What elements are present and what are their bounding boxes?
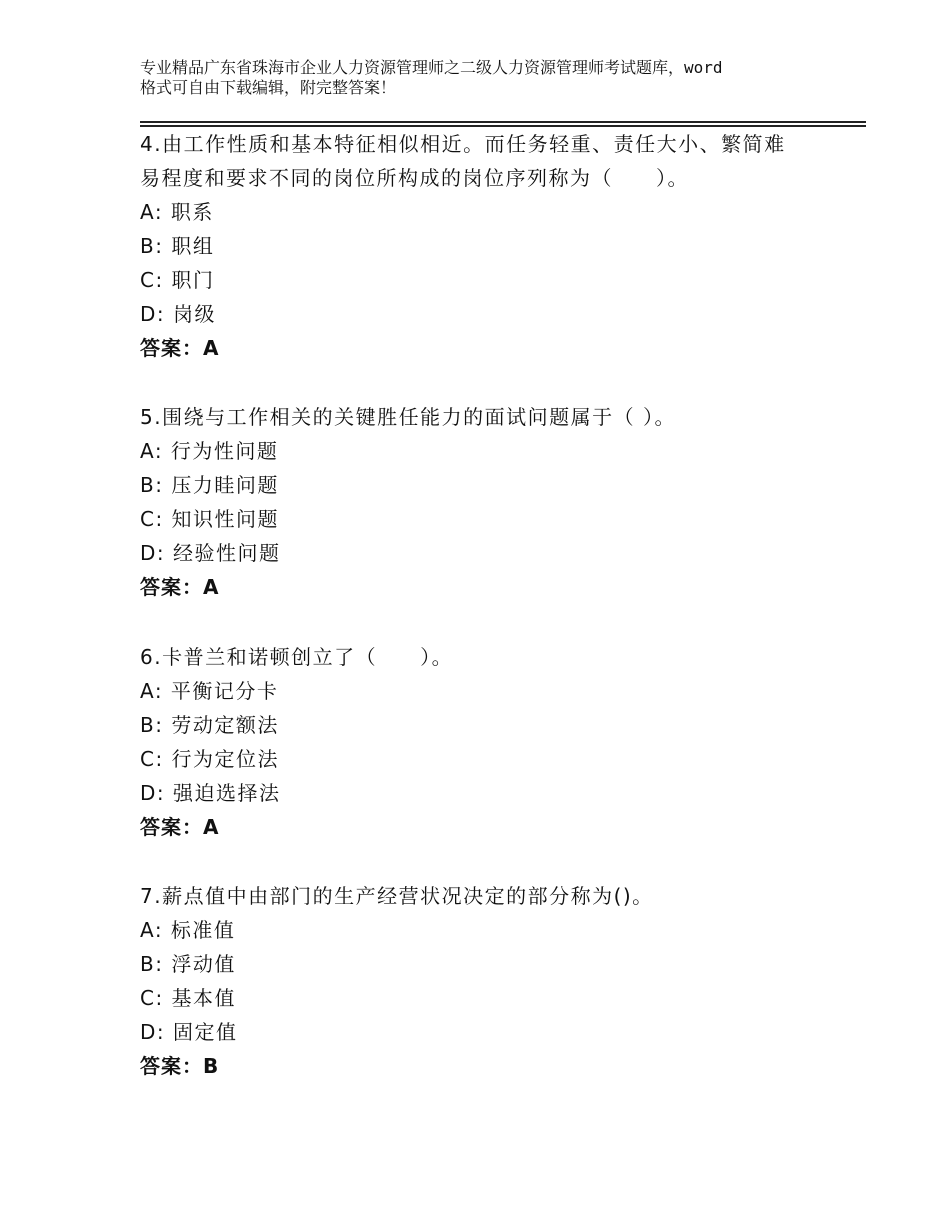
answer-line xyxy=(140,1049,840,1083)
option-d: D: 岗级 xyxy=(140,302,216,326)
option-c: C: 知识性问题 xyxy=(140,507,280,531)
question-4 xyxy=(140,127,840,365)
answer-line xyxy=(140,810,840,844)
question-text-line-1: 5.围绕与工作相关的关键胜任能力的面试问题属于（ ）。 xyxy=(140,405,676,429)
option-c: C: 行为定位法 xyxy=(140,747,280,771)
answer-value: A xyxy=(203,575,220,599)
option-a: A: 行为性问题 xyxy=(140,439,279,463)
answer-value: A xyxy=(203,815,220,839)
answer-label: 答案： xyxy=(140,815,203,839)
answer-value: A xyxy=(203,336,220,360)
option-b: B: 浮动值 xyxy=(140,952,236,976)
option-a: A: 职系 xyxy=(140,200,214,224)
document-header xyxy=(140,58,840,98)
option-b: B: 劳动定额法 xyxy=(140,713,279,737)
question-text-line-1: 4.由工作性质和基本特征相似相近。而任务轻重、责任大小、繁简难 xyxy=(140,132,786,156)
answer-line xyxy=(140,570,840,604)
question-text-line-2: 易程度和要求不同的岗位所构成的岗位序列称为（ ）。 xyxy=(140,166,689,190)
option-b: B: 职组 xyxy=(140,234,215,258)
header-line-1: 专业精品广东省珠海市企业人力资源管理师之二级人力资源管理师考试题库，word xyxy=(140,58,723,77)
header-divider-top xyxy=(140,121,866,123)
option-a: A: 标准值 xyxy=(140,918,236,942)
header-line-2: 格式可自由下载编辑，附完整答案！ xyxy=(140,78,397,97)
question-text-line-1: 7.薪点值中由部门的生产经营状况决定的部分称为()。 xyxy=(140,884,654,908)
option-d: D: 强迫选择法 xyxy=(140,781,281,805)
option-d: D: 经验性问题 xyxy=(140,541,281,565)
question-text-line-1: 6.卡普兰和诺顿创立了（ ）。 xyxy=(140,645,454,669)
answer-line xyxy=(140,331,840,365)
question-7 xyxy=(140,879,840,1083)
question-6 xyxy=(140,640,840,844)
answer-value: B xyxy=(203,1054,220,1078)
question-5 xyxy=(140,400,840,604)
answer-label: 答案： xyxy=(140,1054,203,1078)
answer-label: 答案： xyxy=(140,575,203,599)
option-d: D: 固定值 xyxy=(140,1020,238,1044)
option-b: B: 压力眭问题 xyxy=(140,473,279,497)
option-c: C: 基本值 xyxy=(140,986,237,1010)
option-a: A: 平衡记分卡 xyxy=(140,679,279,703)
option-c: C: 职门 xyxy=(140,268,215,292)
answer-label: 答案： xyxy=(140,336,203,360)
